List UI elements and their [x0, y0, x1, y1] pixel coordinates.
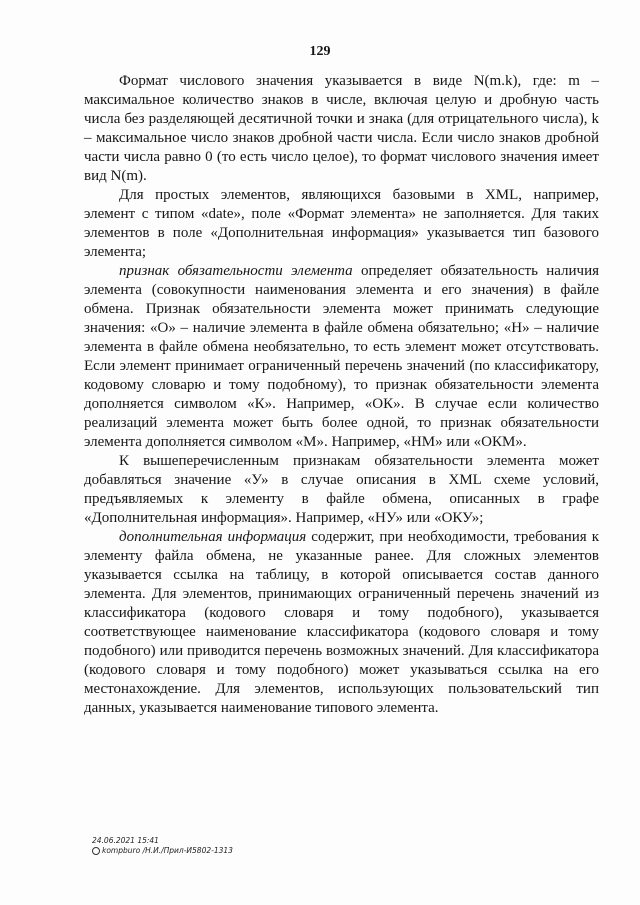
- document-body: [84, 72, 599, 718]
- paragraph-additional-info: [84, 528, 599, 718]
- paragraph-simple-elements: [84, 186, 599, 262]
- term-italic: признак обязательности элемента: [119, 263, 353, 279]
- footer-timestamp: 24.06.2021 15:41: [92, 836, 159, 845]
- print-footer: [92, 836, 233, 856]
- paragraph-text: Формат числового значения указывается в виде N(m.k), где: m – максимальное количество знаков в числе, включая целую и дробную часть числа без разделяющей десятичной точки и знака (для отрицательного числа), k – максимальное число знаков дробной части числа. Если число знаков дробной части числа равно 0 (то есть число целое), то формат числового значения имеет вид N(m).: [84, 73, 599, 184]
- paragraph-condition-flag: [84, 452, 599, 528]
- footer-signature-line: [92, 846, 233, 856]
- term-italic: дополнительная информация: [119, 529, 307, 545]
- footer-signature: kompburo /Н.И./Прил-И5802-1313: [102, 846, 233, 855]
- paragraph-text: содержит, при необходимости, требования к элементу файла обмена, не указанные ранее. Для сложных элементов указывается ссылка на таблицу, в которой описывается состав данного элемента. Для элементов, принимающих ограниченный перечень значений из классификатора (кодового словаря и тому подобного), указывается соответствующее наименование классификатора (кодового словаря и тому подобного) или приводится перечень возможных значений. Для классификатора (кодового словаря и тому подобного) может указываться ссылка на его местонахождение. Для элементов, использующих пользовательский тип данных, указывается наименование типового элемента.: [84, 529, 599, 716]
- paragraph-text: Для простых элементов, являющихся базовыми в XML, например, элемент с типом «date», поле «Формат элемента» не заполняется. Для таких элементов в поле «Дополнительная информация» указывается тип базового элемента;: [84, 187, 599, 260]
- paragraph-number-format: [84, 72, 599, 186]
- page-number: 129: [309, 44, 331, 59]
- paragraph-text: определяет обязательность наличия элемента (совокупности наименования элемента и его значения) в файле обмена. Признак обязательности элемента может принимать следующие значения: «О» – наличие элемента в файле обмена обязательно; «Н» – наличие элемента в файле обмена необязательно, то есть элемент может отсутствовать. Если элемент принимает ограниченный перечень значений (по классификатору, кодовому словарю и тому подобному), то признак обязательности элемента дополняется символом «К». Например, «ОК». В случае если количество реализаций элемента может быть более одной, то признак обязательности элемента дополняется символом «М». Например, «НМ» или «ОКМ».: [84, 263, 599, 450]
- paragraph-required-flag: [84, 262, 599, 452]
- link-icon: [92, 847, 100, 855]
- paragraph-text: К вышеперечисленным признакам обязательности элемента может добавляться значение «У» в случае описания в XML схеме условий, предъявляемых к элементу в файле обмена, описанных в графе «Дополнительная информация». Например, «НУ» или «ОКУ»;: [84, 453, 599, 526]
